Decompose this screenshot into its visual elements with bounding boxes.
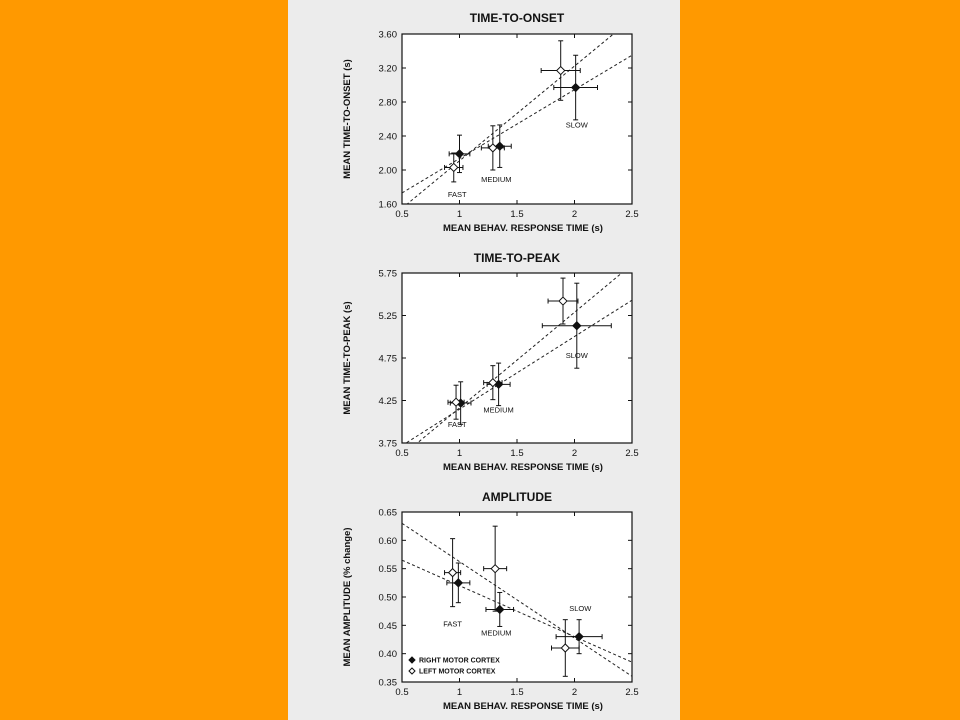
panel-1-xlabel: MEAN BEHAV. RESPONSE TIME (s) [443,223,603,234]
panel-2-ylabel: MEAN TIME-TO-PEAK (s) [342,301,353,415]
panel-2-xtick-label-0: 0.5 [395,448,409,459]
panel-2-annotation-medium: MEDIUM [483,405,514,415]
panel-3-ytick-label-3: 0.50 [378,592,397,604]
panel-3-xtick-label-1: 1 [456,687,463,698]
panel-2-xtick-label-2: 1.5 [510,448,524,459]
panel-1-ytick-label-5: 3.60 [378,29,397,41]
panel-2-ytick-label-1: 4.25 [378,396,397,407]
panel-3-title: AMPLITUDE [482,490,552,504]
panel-2-ytick-label-4: 5.75 [378,268,397,280]
panel-3-ylabel: MEAN AMPLITUDE (% change) [342,527,353,667]
panel-1-xtick-label-2: 1.5 [510,209,524,220]
panel-3-annotation-slow: SLOW [569,604,592,614]
panel-2-ytick-label-2: 4.75 [378,353,397,365]
figure-svg [288,0,680,720]
panel-1-ytick-label-2: 2.40 [378,131,397,143]
panel-1-xtick-label-3: 2 [571,209,578,220]
panel-3-ytick-label-2: 0.45 [378,620,397,632]
panel-3-annotation-medium: MEDIUM [481,628,512,638]
panel-3-ytick-label-0: 0.35 [378,677,397,689]
panel-3-ytick-label-4: 0.55 [378,564,397,576]
panel-3-ytick-label-5: 0.60 [378,535,397,547]
panel-2-ytick-label-0: 3.75 [378,438,397,450]
panel-3-xlabel: MEAN BEHAV. RESPONSE TIME (s) [443,701,603,712]
panel-2-title: TIME-TO-PEAK [473,251,561,265]
panel-1-xtick-label-1: 1 [456,209,463,220]
panel-1-ytick-label-1: 2.00 [378,165,397,177]
panel-2-annotation-fast: FAST [447,419,467,429]
panel-1-title: TIME-TO-ONSET [469,11,565,25]
panel-3-xtick-label-0: 0.5 [395,687,409,698]
panel-2-ytick-label-3: 5.25 [378,311,397,322]
figure-paper [288,0,680,720]
panel-3-xtick-label-3: 2 [571,687,578,698]
panel-2-xlabel: MEAN BEHAV. RESPONSE TIME (s) [443,462,603,473]
panel-1-annotation-fast: FAST [447,190,467,200]
panel-2-xtick-label-4: 2.5 [625,448,639,459]
panel-3-ytick-label-1: 0.40 [378,649,397,661]
panel-3-annotation-fast: FAST [443,619,462,629]
panel-2-plot-frame [402,273,632,443]
panel-1-annotation-medium: MEDIUM [481,174,512,184]
panel-2-xtick-label-3: 2 [571,448,578,459]
panel-3-xtick-label-4: 2.5 [625,687,639,698]
panel-3-plot-frame [402,512,632,682]
panel-3-legend-label-0: RIGHT MOTOR CORTEX [419,657,500,665]
panel-1-ytick-label-4: 3.20 [378,63,397,75]
panel-3-xtick-label-2: 1.5 [510,687,524,698]
panel-1-ylabel: MEAN TIME-TO-ONSET (s) [342,59,353,179]
panel-2-annotation-slow: SLOW [565,351,588,360]
panel-3-ytick-label-6: 0.65 [378,507,397,519]
panel-1-xtick-label-0: 0.5 [395,209,409,220]
panel-1-annotation-slow: SLOW [565,120,588,130]
panel-3-legend-label-1: LEFT MOTOR CORTEX [419,668,496,676]
panel-2-xtick-label-1: 1 [456,448,463,459]
panel-1-xtick-label-4: 2.5 [625,209,639,220]
panel-1-ytick-label-3: 2.80 [378,97,397,109]
panel-1-ytick-label-0: 1.60 [378,199,397,211]
panel-1-plot-frame [402,34,632,204]
